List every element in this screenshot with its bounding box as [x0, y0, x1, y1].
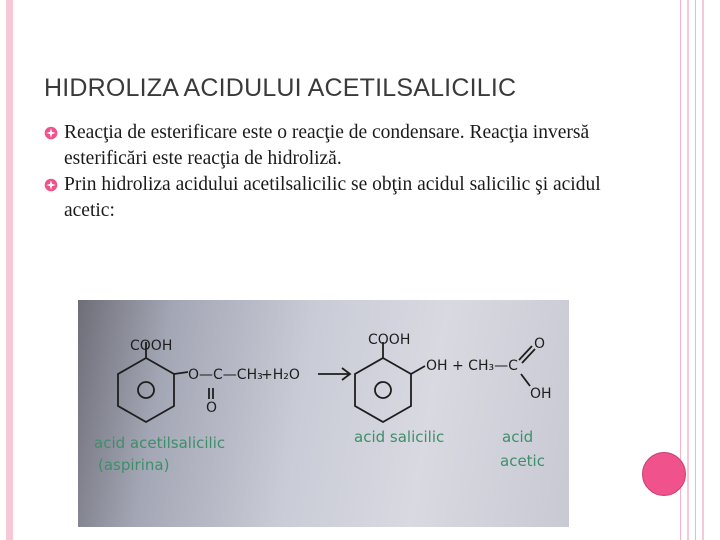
handwritten-reaction	[78, 300, 569, 527]
pink-sparkle-bullet-icon	[44, 178, 58, 192]
bullet-list	[44, 120, 604, 224]
reaction-photo	[78, 300, 569, 527]
slide-frame-right-line	[687, 0, 689, 540]
salicylic-benzene-ring	[355, 358, 411, 422]
bullet-text: Prin hidroliza acidului acetilsalicilic se obţin acidul salicilic şi acidul acetic:	[64, 174, 601, 221]
salicylic-ring-circle	[375, 382, 391, 398]
ester-chain-text: O—C—CH₃	[188, 367, 263, 383]
aspirin-cooh-text: COOH	[130, 338, 173, 354]
bullet-item	[44, 120, 604, 172]
acetic-oh-text: OH	[530, 386, 552, 402]
decorative-pink-circle	[642, 452, 686, 496]
salicylic-cooh-text: COOH	[368, 332, 411, 348]
bullet-text: Reacţia de esterificare este o reacţie de condensare. Reacţia inversă esterificări este reacţia de hidroliză.	[64, 122, 590, 169]
label-acetic-2: acetic	[500, 452, 545, 470]
pink-sparkle-bullet-icon	[44, 126, 58, 140]
plus-water-text: +H₂O	[261, 367, 300, 383]
aspirin-ring-circle	[138, 382, 154, 398]
ester-oxygen-text: O	[206, 400, 218, 416]
aspirin-benzene-ring	[118, 358, 174, 422]
slide-frame-left	[6, 0, 13, 540]
label-aspirina: (aspirina)	[98, 456, 170, 474]
label-acetic-1: acid	[502, 428, 534, 446]
product-chain-text: OH + CH₃—C	[426, 358, 518, 374]
label-acetylsalicylic: acid acetilsalicilic	[94, 434, 226, 452]
slide-frame-right-line-outer	[702, 0, 704, 540]
acetic-oxygen-text: O	[534, 336, 546, 352]
slide-title: HIDROLIZA ACIDULUI ACETILSALICILIC	[44, 74, 517, 102]
label-salicylic: acid salicilic	[354, 428, 445, 446]
bullet-item	[44, 172, 604, 224]
